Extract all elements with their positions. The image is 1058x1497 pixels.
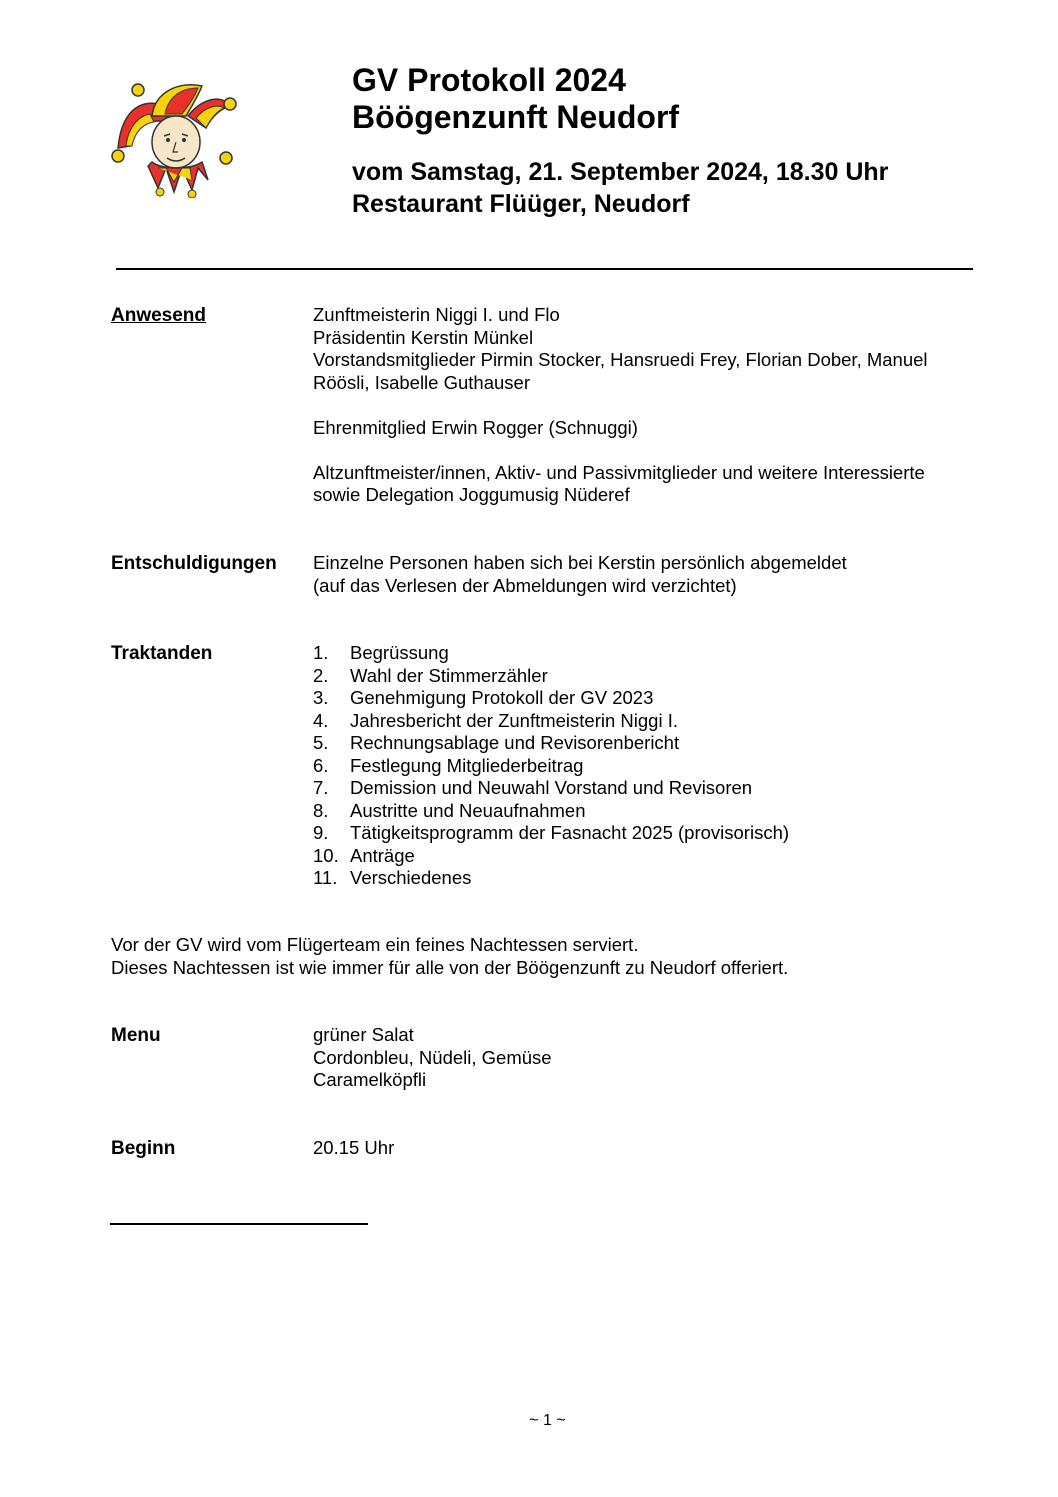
- anwesend-line: Präsidentin Kerstin Münkel: [313, 326, 534, 348]
- list-item: 7. Demission und Neuwahl Vorstand und Revisoren: [313, 777, 753, 798]
- meeting-date-subtitle: [352, 156, 888, 220]
- anwesend-content: [313, 304, 983, 507]
- list-item: 1. Begrüssung: [313, 642, 449, 663]
- anwesend-line: Zunftmeisterin Niggi I. und Flo: [313, 304, 560, 325]
- anwesend-line: Altzunftmeister/innen, Aktiv- und Passivmitglieder und weitere Interessierte: [313, 461, 925, 483]
- dinner-note: [111, 934, 788, 979]
- anwesend-line: Vorstandsmitglieder Pirmin Stocker, Hansruedi Frey, Florian Dober, Manuel: [313, 349, 928, 370]
- list-item: 4. Jahresbericht der Zunftmeisterin Niggi I.: [313, 709, 678, 731]
- jester-logo-icon: [110, 76, 242, 198]
- traktanden-list: [313, 642, 983, 890]
- menu-content: [313, 1024, 983, 1092]
- dinner-note-line: Vor der GV wird vom Flügerteam ein feines Nachtessen serviert.: [111, 934, 639, 955]
- list-item: 9. Tätigkeitsprogramm der Fasnacht 2025 (provisorisch): [313, 822, 790, 843]
- title-line-1: GV Protokoll 2024: [352, 62, 626, 98]
- anwesend-line: Ehrenmitglied Erwin Rogger (Schnuggi): [313, 416, 638, 438]
- date-line: vom Samstag, 21. September 2024, 18.30 Uhr: [352, 158, 889, 186]
- entschuldigungen-content: [313, 552, 983, 597]
- anwesend-line: sowie Delegation Joggumusig Nüderef: [313, 484, 630, 505]
- title-line-2: Böögenzunft Neudorf: [352, 99, 680, 135]
- menu-line: Cordonbleu, Nüdeli, Gemüse: [313, 1046, 552, 1068]
- list-item: 3. Genehmigung Protokoll der GV 2023: [313, 687, 654, 708]
- menu-line: grüner Salat: [313, 1024, 414, 1045]
- venue-line: Restaurant Flüüger, Neudorf: [352, 190, 690, 218]
- header: [352, 62, 888, 220]
- footer-divider: [110, 1223, 368, 1225]
- menu-line: Caramelköpfli: [313, 1069, 427, 1090]
- traktanden-label: Traktanden: [111, 643, 213, 664]
- list-item: 8. Austritte und Neuaufnahmen: [313, 799, 586, 821]
- list-item: 2. Wahl der Stimmerzähler: [313, 664, 548, 686]
- entschuldigungen-label: Entschuldigungen: [111, 553, 277, 574]
- entschuldigungen-line: (auf das Verlesen der Abmeldungen wird verzichtet): [313, 574, 737, 596]
- anwesend-label: Anwesend: [111, 305, 207, 326]
- dinner-note-line: Dieses Nachtessen ist wie immer für alle von der Böögenzunft zu Neudorf offeriert.: [111, 956, 789, 978]
- list-item: 10. Anträge: [313, 844, 415, 866]
- list-item: 11. Verschiedenes: [313, 867, 472, 888]
- list-item: 5. Rechnungsablage und Revisorenbericht: [313, 732, 680, 753]
- entschuldigungen-line: Einzelne Personen haben sich bei Kerstin persönlich abgemeldet: [313, 552, 847, 573]
- beginn-label: Beginn: [111, 1138, 176, 1159]
- list-item: 6. Festlegung Mitgliederbeitrag: [313, 754, 584, 776]
- anwesend-line: Röösli, Isabelle Guthauser: [313, 371, 530, 393]
- menu-label: Menu: [111, 1025, 161, 1046]
- page-number: ~ 1 ~: [529, 1412, 566, 1429]
- header-divider: [116, 268, 973, 270]
- beginn-value: 20.15 Uhr: [313, 1137, 395, 1158]
